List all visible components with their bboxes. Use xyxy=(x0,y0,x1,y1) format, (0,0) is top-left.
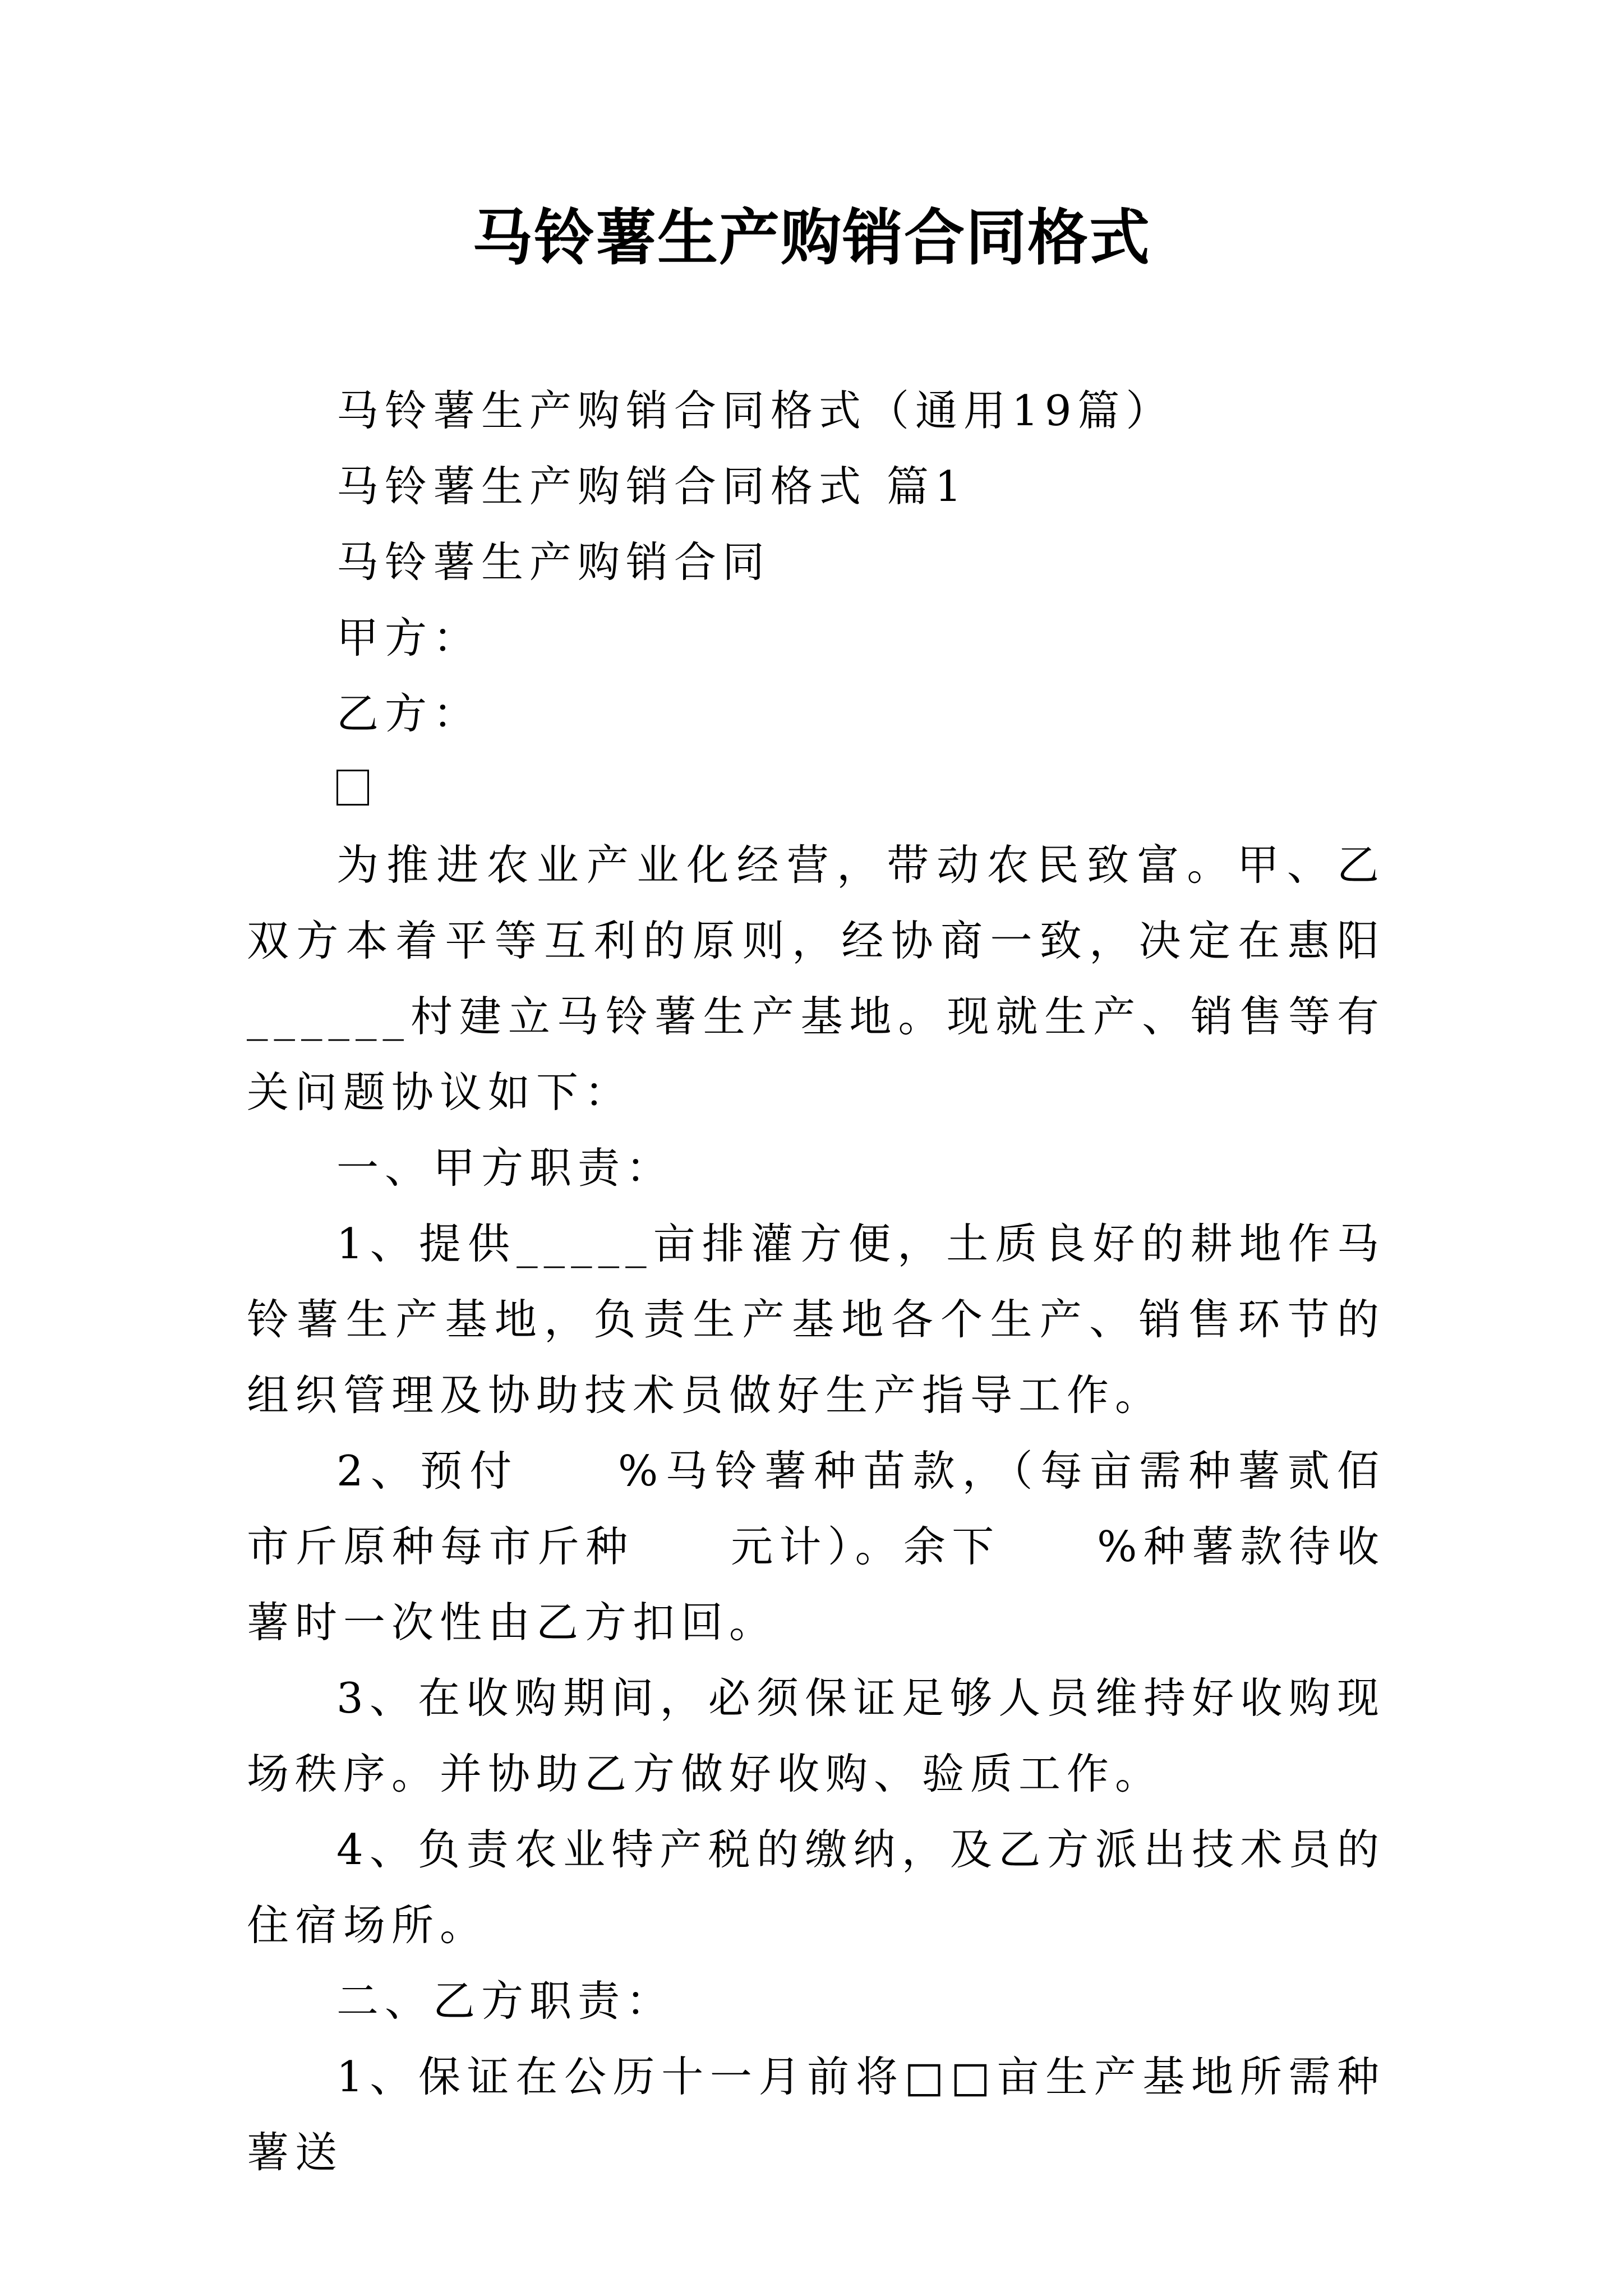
contract-name: 马铃薯生产购销合同 xyxy=(336,537,771,587)
document-body xyxy=(247,373,1385,2191)
party-b-clause-1: 1、保证在公历十一月前将□□亩生产基地所需种薯送 xyxy=(247,2052,1385,2177)
section-heading-party-b: 二、乙方职责： xyxy=(336,1976,675,2026)
checkbox-line xyxy=(247,752,1385,827)
party-a-clause-3: 3、在收购期间，必须保证足够人员维持好收购现场秩序。并协助乙方做好收购、验质工作。 xyxy=(247,1673,1385,1798)
collection-heading: 马铃薯生产购销合同格式（通用19篇） xyxy=(336,386,1174,435)
document-title: 马铃薯生产购销合同格式 xyxy=(472,203,1151,273)
party-b-line: 乙方： xyxy=(336,689,482,738)
intro-paragraph: 为推进农业产业化经营，带动农民致富。甲、乙双方本着平等互利的原则，经协商一致，决定在惠阳______村建立马铃薯生产基地。现就生产、销售等有关问题协议如下： xyxy=(247,840,1385,1117)
party-a-line: 甲方： xyxy=(336,613,482,662)
party-a-clause-1: 1、提供_____亩排灌方便，土质良好的耕地作马铃薯生产基地，负责生产基地各个生产、销售环节的组织管理及协助技术员做好生产指导工作。 xyxy=(247,1219,1385,1420)
chapter-heading: 马铃薯生产购销合同格式 篇1 xyxy=(336,462,968,511)
party-a-clause-2: 2、预付 %马铃薯种苗款，（每亩需种薯贰佰市斤原种每市斤种 元计）。余下 %种薯款待收薯时一次性由乙方扣回。 xyxy=(247,1446,1385,1647)
empty-box-icon xyxy=(336,770,369,806)
party-a-clause-4: 4、负责农业特产税的缴纳，及乙方派出技术员的住宿场所。 xyxy=(247,1825,1385,1950)
section-heading-party-a: 一、甲方职责： xyxy=(336,1143,675,1193)
